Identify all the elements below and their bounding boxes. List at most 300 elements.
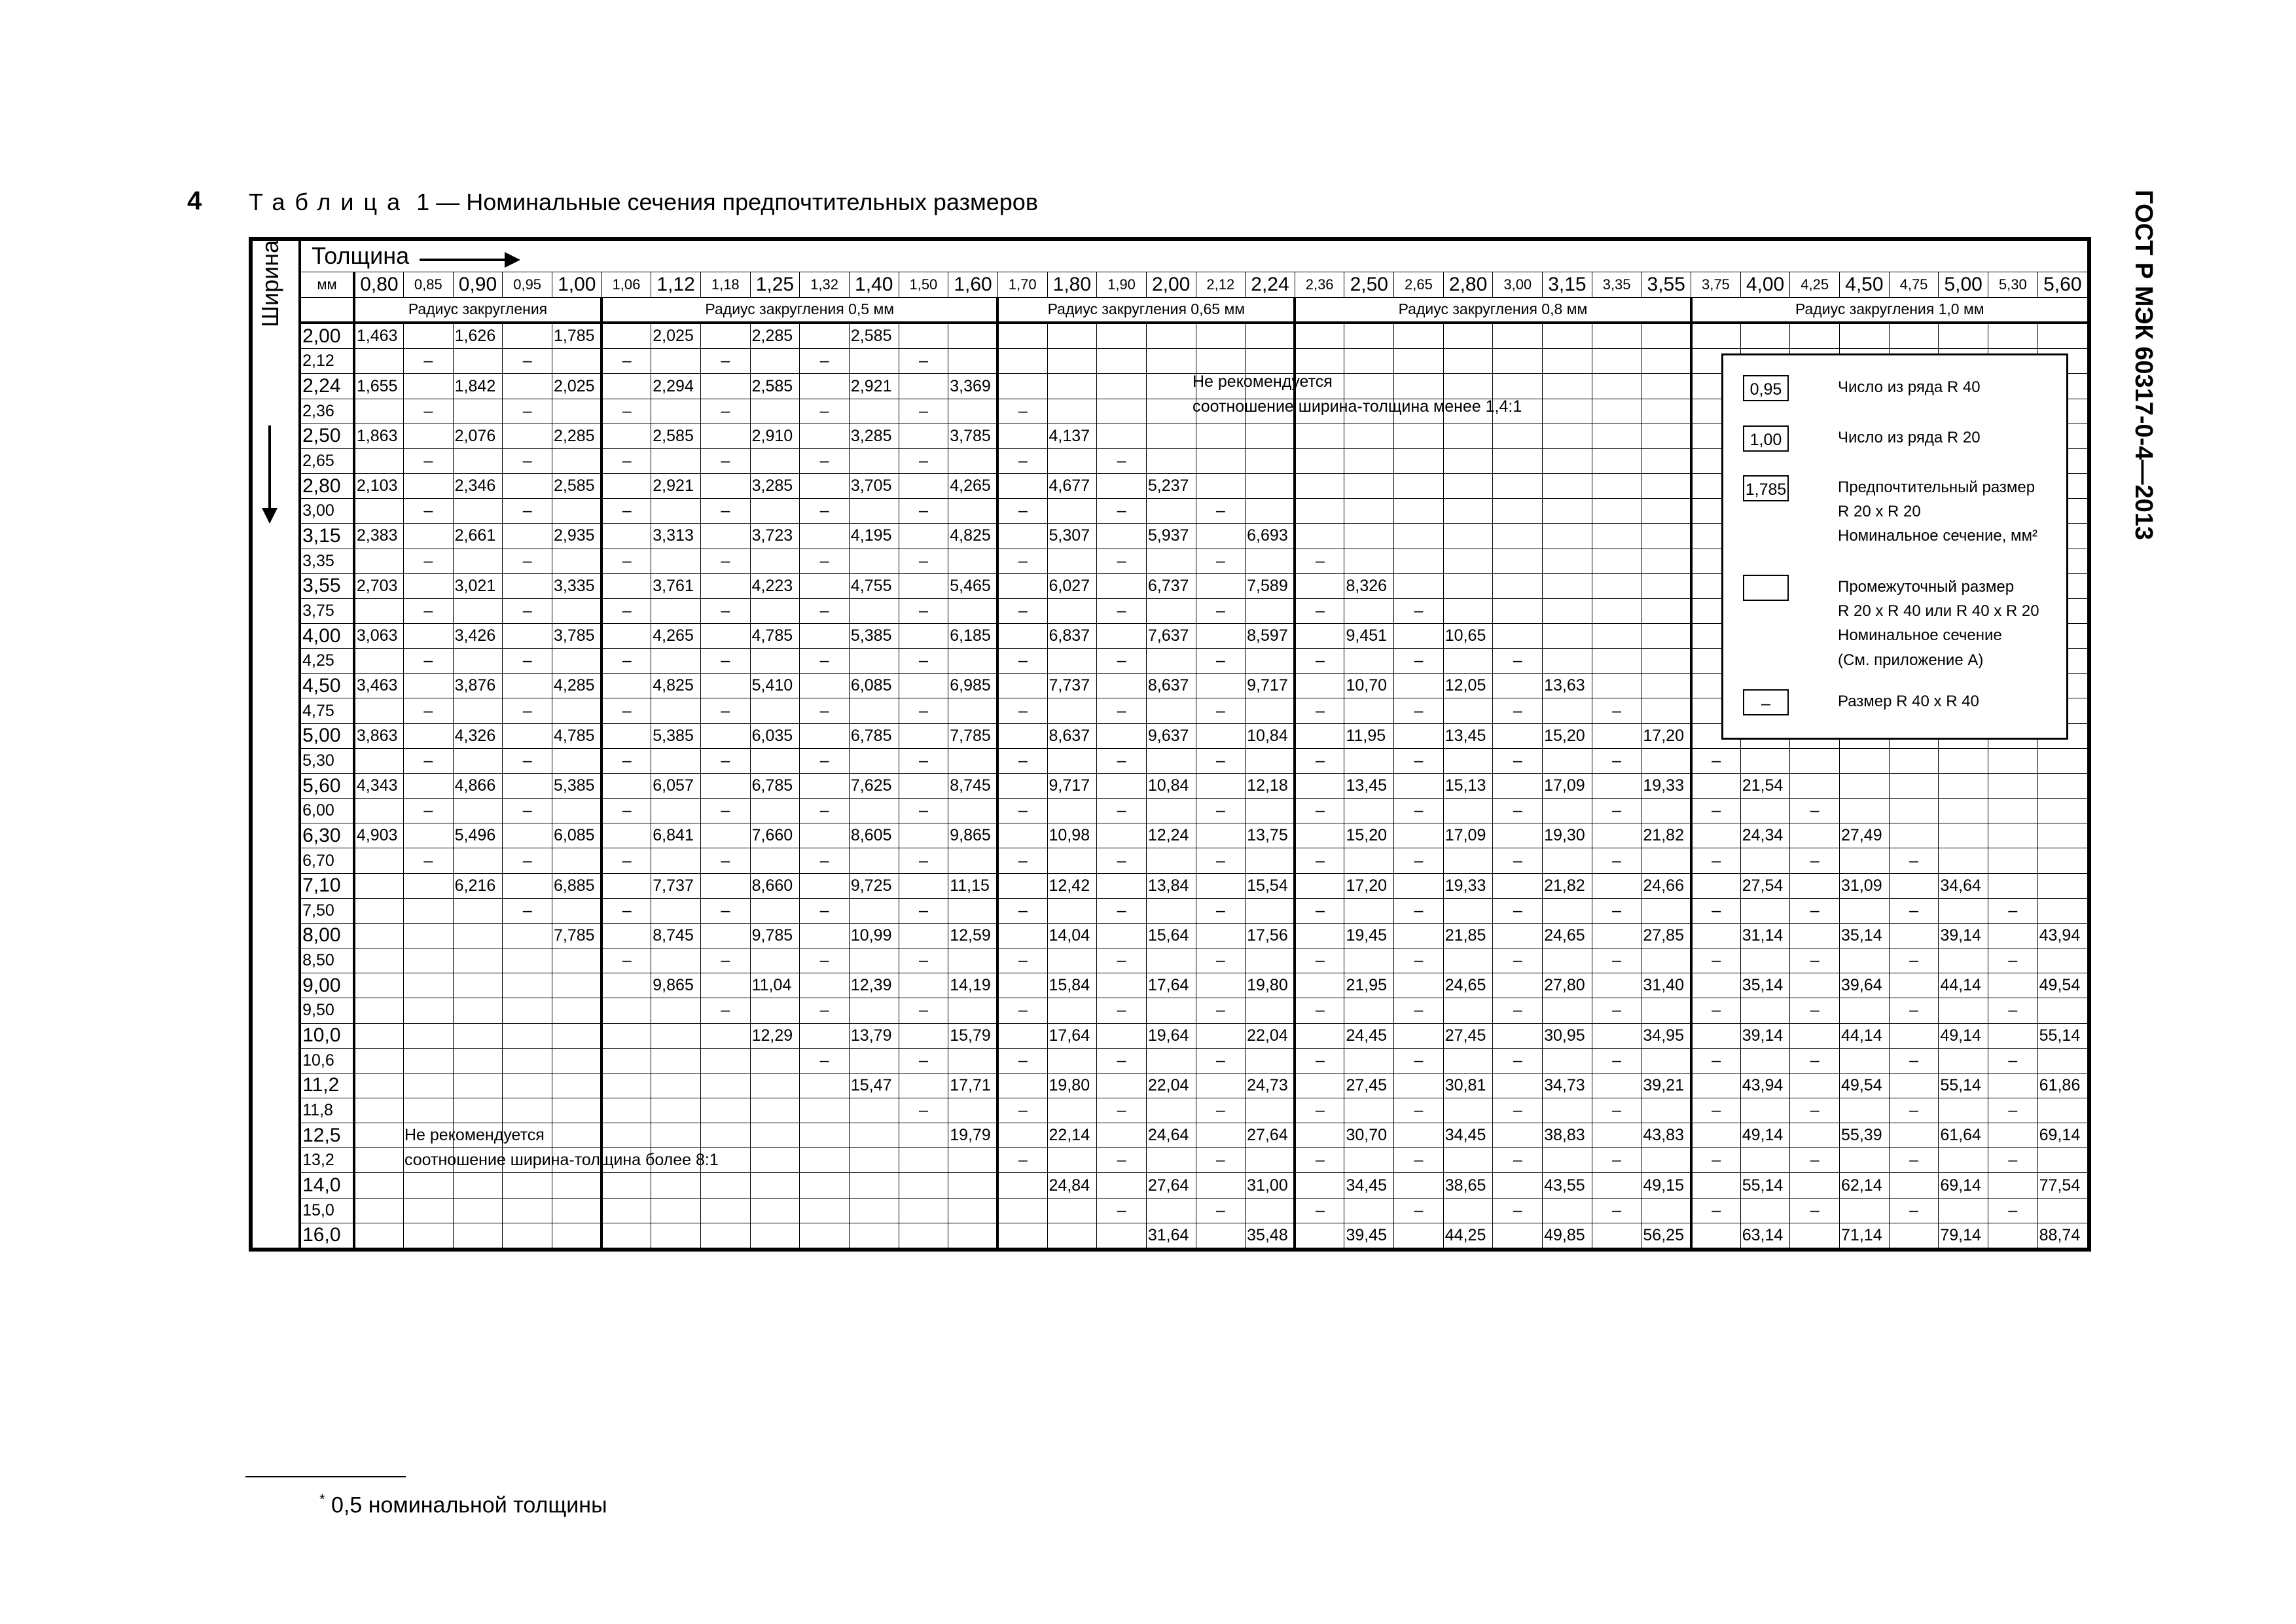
table-cell [1246,474,1295,499]
table-cell [503,873,552,898]
table-cell: 56,25 [1641,1223,1691,1248]
table-cell: – [899,349,948,374]
table-cell [1443,448,1493,473]
table-cell [1394,723,1444,748]
table-cell [849,1223,899,1248]
table-cell [750,1048,800,1073]
table-cell [899,424,948,448]
width-label-2-12: 2,12 [300,349,354,374]
table-cell: 6,841 [651,823,701,848]
table-cell [1394,1223,1444,1248]
table-cell [1295,1173,1344,1198]
table-cell [2037,748,2087,773]
table-cell [1196,823,1246,848]
table-cell [1939,848,1988,873]
table-cell: – [404,399,454,424]
table-cell [750,448,800,473]
table-cell: 9,865 [948,823,998,848]
table-cell: – [1691,998,1741,1023]
table-cell: 6,885 [552,873,601,898]
table-cell: – [899,549,948,573]
table-cell: 4,825 [651,674,701,698]
table-cell [1146,698,1196,723]
table-cell: – [899,698,948,723]
table-cell: 19,45 [1344,923,1394,948]
table-cell: – [1691,799,1741,823]
table-cell: – [1592,998,1641,1023]
table-cell [800,323,850,349]
table-cell: 21,95 [1344,973,1394,998]
table-cell [1443,598,1493,623]
table-cell: – [1196,998,1246,1023]
table-cell [1493,1173,1543,1198]
table-cell [404,1048,454,1073]
table-cell: 7,660 [750,823,800,848]
table-cell: 6,057 [651,773,701,798]
table-cell: 22,14 [1047,1123,1097,1148]
table-cell [1988,1123,2038,1148]
table-cell [1493,1123,1543,1148]
table-cell: 6,737 [1146,573,1196,598]
table-cell: – [1097,998,1147,1023]
table-row [253,1048,2088,1073]
table-cell [700,474,750,499]
table-cell [404,923,454,948]
table-cell [453,799,503,823]
table-cell [700,1048,750,1073]
width-arrow-icon [268,425,271,517]
table-cell: 22,04 [1146,1073,1196,1098]
width-label-16-0: 16,0 [300,1223,354,1248]
table-cell [453,649,503,674]
table-cell: 2,585 [849,323,899,349]
width-label-14-0: 14,0 [300,1173,354,1198]
table-cell [1592,773,1641,798]
table-cell: – [899,848,948,873]
table-cell [1047,399,1097,424]
table-cell: – [700,499,750,524]
table-cell [1543,424,1592,448]
table-cell [1394,1173,1444,1198]
table-cell [2037,848,2087,873]
table-cell [1344,1098,1394,1123]
table-cell: – [1295,799,1344,823]
table-cell: – [997,1048,1047,1073]
table-cell [1295,624,1344,649]
table-cell [503,624,552,649]
table-cell [1344,549,1394,573]
table-cell: – [1196,499,1246,524]
table-cell [1196,323,1246,349]
table-cell [453,1223,503,1248]
table-cell: – [899,598,948,623]
table-cell [1493,474,1543,499]
table-cell [997,1073,1047,1098]
table-cell: 7,625 [849,773,899,798]
table-cell [601,1223,651,1248]
table-cell [404,998,454,1023]
table-cell [1641,948,1691,973]
table-cell [1196,448,1246,473]
table-cell [997,723,1047,748]
table-cell [601,1073,651,1098]
table-cell: 5,237 [1146,474,1196,499]
thickness-header-3-75: 3,75 [1691,272,1741,297]
table-cell: – [1889,898,1939,923]
table-cell [1543,349,1592,374]
table-cell [948,399,998,424]
table-cell: 27,54 [1740,873,1790,898]
table-cell: 10,98 [1047,823,1097,848]
table-cell: – [1493,998,1543,1023]
table-cell: – [800,748,850,773]
table-cell: 8,745 [651,923,701,948]
table-cell: – [800,349,850,374]
table-cell [552,598,601,623]
table-cell: – [899,399,948,424]
table-cell [601,424,651,448]
table-cell: – [1394,649,1444,674]
table-cell [1394,524,1444,549]
table-cell: – [1097,799,1147,823]
table-cell: 13,63 [1543,674,1592,698]
thickness-label: Толщина [312,242,410,270]
table-cell: – [1493,1048,1543,1073]
table-cell [552,748,601,773]
table-cell [997,1023,1047,1048]
table-cell: 6,785 [849,723,899,748]
table-cell [1641,399,1691,424]
legend [1721,353,2068,740]
table-cell: 55,14 [2037,1023,2087,1048]
table-cell: 2,025 [552,374,601,399]
table-cell [1344,748,1394,773]
table-cell [700,773,750,798]
table-cell: – [800,848,850,873]
table-cell [404,374,454,399]
table-cell [1246,598,1295,623]
table-cell: 5,496 [453,823,503,848]
thickness-header-1-90: 1,90 [1097,272,1147,297]
legend-line: Число из ряда R 40 [1838,378,1981,396]
table-cell [1641,424,1691,448]
table-cell [354,1098,404,1123]
thickness-header-1-12: 1,12 [651,272,701,297]
table-cell: – [503,499,552,524]
table-cell [1196,873,1246,898]
table-cell [750,1073,800,1098]
table-cell: – [997,748,1047,773]
table-cell [1394,773,1444,798]
table-cell [800,1023,850,1048]
table-cell: – [1097,1098,1147,1123]
table-cell [1543,649,1592,674]
table-cell: – [1790,799,1840,823]
table-cell [601,674,651,698]
table-cell: – [503,649,552,674]
table-cell [1889,1123,1939,1148]
table-cell [651,499,701,524]
table-cell: 4,903 [354,823,404,848]
table-cell [750,349,800,374]
table-cell [1047,948,1097,973]
table-row [253,1073,2088,1098]
table-cell: 6,693 [1246,524,1295,549]
table-cell [1592,524,1641,549]
table-cell [1988,773,2038,798]
table-cell [1196,1123,1246,1148]
table-cell: 24,84 [1047,1173,1097,1198]
table-cell: – [1196,598,1246,623]
table-cell [1394,549,1444,573]
table-cell: 21,82 [1543,873,1592,898]
table-cell [1344,598,1394,623]
table-cell [800,1223,850,1248]
table-cell [651,698,701,723]
table-cell [1493,624,1543,649]
table-cell: 15,13 [1443,773,1493,798]
table-cell [849,1123,899,1148]
table-cell: – [1295,1198,1344,1223]
table-cell: 10,84 [1146,773,1196,798]
table-cell: 2,921 [849,374,899,399]
table-cell [1840,1198,1890,1223]
table-cell [651,349,701,374]
table-cell: 34,95 [1641,1023,1691,1048]
table-cell [1493,723,1543,748]
table-cell [1047,848,1097,873]
table-cell: – [1196,848,1246,873]
table-cell: 3,785 [552,624,601,649]
table-cell [899,524,948,549]
table-cell [1146,1198,1196,1223]
table-cell: 11,95 [1344,723,1394,748]
table-cell [1097,674,1147,698]
table-cell [1889,973,1939,998]
table-cell [1493,973,1543,998]
table-cell: 6,837 [1047,624,1097,649]
radius-group-1: Радиус закругления 0,5 мм [601,297,997,323]
table-cell: – [1097,499,1147,524]
thickness-header-5-30: 5,30 [1988,272,2038,297]
table-cell [601,524,651,549]
table-cell: – [1889,1198,1939,1223]
table-cell: 4,755 [849,573,899,598]
table-cell: – [997,649,1047,674]
table-cell [354,1173,404,1198]
table-row [253,773,2088,798]
table-cell: – [1493,799,1543,823]
caption-text: 1 — Номинальные сечения предпочтительных размеров [416,189,1038,215]
table-row [253,1223,2088,1248]
table-cell: 4,223 [750,573,800,598]
table-cell: – [1097,948,1147,973]
table-cell: 55,14 [1740,1173,1790,1198]
table-cell: – [1592,799,1641,823]
table-cell [503,424,552,448]
table-cell: 11,15 [948,873,998,898]
header-radius-row [253,297,2088,323]
table-cell: – [899,1098,948,1123]
width-label-3-55: 3,55 [300,573,354,598]
table-cell [2037,773,2087,798]
table-cell [601,1023,651,1048]
note-ratio-low [1193,370,1522,419]
table-cell [700,1223,750,1248]
table-cell: 2,285 [552,424,601,448]
thickness-header-1-50: 1,50 [899,272,948,297]
table-cell [1592,923,1641,948]
table-cell [651,1073,701,1098]
table-cell [1047,323,1097,349]
table-cell: 12,24 [1146,823,1196,848]
table-cell [1592,474,1641,499]
table-cell [1246,748,1295,773]
table-cell [1146,424,1196,448]
table-cell [800,524,850,549]
table-cell [1344,698,1394,723]
table-cell [1246,948,1295,973]
table-cell [354,1123,404,1148]
table-cell [601,773,651,798]
thickness-header-1-06: 1,06 [601,272,651,297]
table-cell: – [899,748,948,773]
table-cell: 8,605 [849,823,899,848]
table-cell: 3,285 [750,474,800,499]
table-cell: 3,313 [651,524,701,549]
table-cell [1740,1048,1790,1073]
table-cell [1097,1073,1147,1098]
table-cell: 22,04 [1246,1023,1295,1048]
table-cell [453,349,503,374]
table-cell [1443,1048,1493,1073]
table-cell: 7,785 [948,723,998,748]
table-cell [1295,1223,1344,1248]
table-cell: – [1790,848,1840,873]
table-cell [899,823,948,848]
table-cell [800,424,850,448]
table-cell: 79,14 [1939,1223,1988,1248]
table-cell [354,848,404,873]
table-cell: 10,99 [849,923,899,948]
table-cell [1443,799,1493,823]
table-cell [404,873,454,898]
thickness-header-cell [300,241,2087,272]
table-cell: – [1691,898,1741,923]
table-cell: – [700,649,750,674]
table-cell [404,1223,454,1248]
table-cell: 15,47 [849,1073,899,1098]
table-cell [1146,399,1196,424]
table-cell [1889,1223,1939,1248]
table-cell [700,624,750,649]
table-cell [1097,873,1147,898]
table-cell [503,323,552,349]
width-label-5-30: 5,30 [300,748,354,773]
table-cell [503,374,552,399]
table-cell: – [601,698,651,723]
table-cell [1493,323,1543,349]
table-cell: – [700,799,750,823]
table-cell: 63,14 [1740,1223,1790,1248]
table-cell: – [1988,1198,2038,1223]
table-cell [1394,823,1444,848]
table-cell [651,549,701,573]
table-cell: 15,54 [1246,873,1295,898]
legend-text [1838,425,1981,450]
table-cell [1641,748,1691,773]
table-cell [1146,1048,1196,1073]
table-cell [997,973,1047,998]
note-ratio-high [404,1123,719,1172]
table-row [253,973,2088,998]
table-cell: – [997,948,1047,973]
table-cell [1740,998,1790,1023]
legend-swatch: 0,95 [1743,375,1789,401]
table-cell: – [899,898,948,923]
table-cell [1493,1073,1543,1098]
table-cell [552,1048,601,1073]
table-cell [1988,1223,2038,1248]
table-cell: 3,876 [453,674,503,698]
width-label-2-24: 2,24 [300,374,354,399]
table-cell [503,998,552,1023]
table-cell [404,823,454,848]
table-cell [552,1073,601,1098]
table-cell: – [1394,1048,1444,1073]
table-cell [2037,1098,2087,1123]
table-cell [899,1148,948,1173]
table-cell: – [1295,748,1344,773]
table-cell: – [800,399,850,424]
table-cell: 1,655 [354,374,404,399]
table-cell [1443,499,1493,524]
table-cell [1097,323,1147,349]
table-cell [1097,399,1147,424]
table-cell [997,923,1047,948]
table-cell [404,474,454,499]
table-cell [1740,1148,1790,1173]
table-cell [1394,323,1444,349]
table-cell [453,499,503,524]
table-cell: – [1988,998,2038,1023]
table-cell [1146,748,1196,773]
table-cell [1246,799,1295,823]
table-cell [750,948,800,973]
table-cell [1295,1123,1344,1148]
table-cell [601,723,651,748]
table-cell [1641,848,1691,873]
table-cell [800,1073,850,1098]
table-cell [997,1223,1047,1248]
header-thickness-row [253,241,2088,272]
table-cell [1840,848,1890,873]
table-cell [601,1098,651,1123]
table-cell [700,524,750,549]
table-cell [849,549,899,573]
table-cell [1394,448,1444,473]
table-cell: – [800,998,850,1023]
table-cell [1592,873,1641,898]
table-cell [552,1198,601,1223]
table-cell [1889,1173,1939,1198]
table-cell: 49,14 [1939,1023,1988,1048]
table-cell: – [601,399,651,424]
table-cell [1493,1023,1543,1048]
table-cell: – [1196,1098,1246,1123]
table-cell [1740,748,1790,773]
table-cell [1790,873,1840,898]
